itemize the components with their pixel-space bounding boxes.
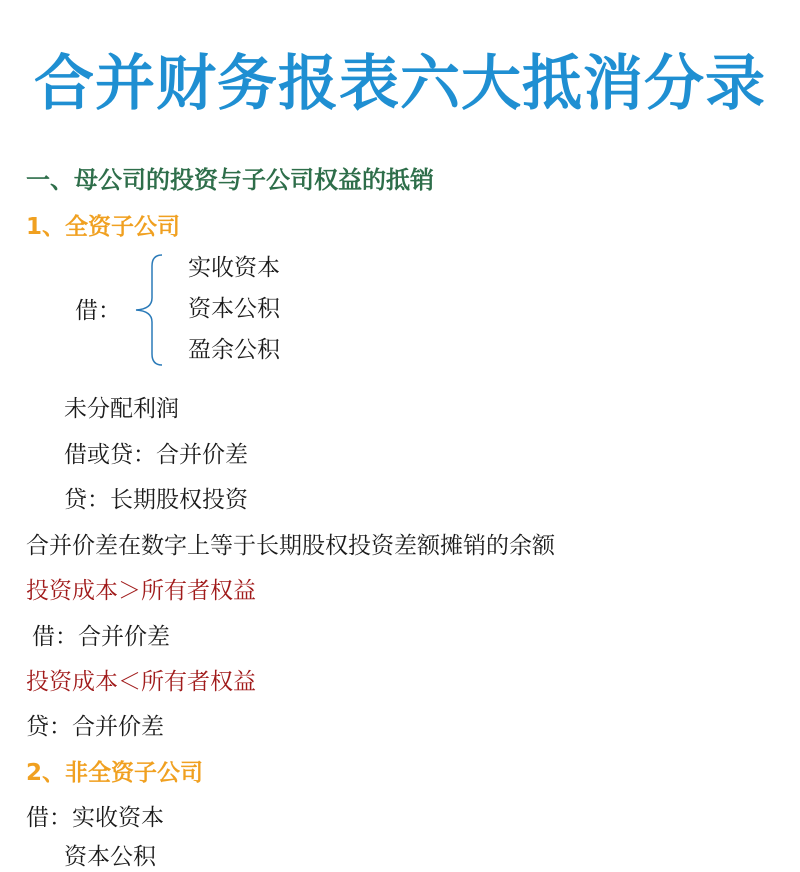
explanation-text: 合并价差在数字上等于长期股权投资差额摊销的余额 — [26, 533, 555, 559]
case-greater-entry: 借：合并价差 — [32, 624, 170, 650]
curly-brace-icon — [128, 252, 168, 368]
entry-capital-reserve-partial: 资本公积 — [64, 844, 156, 870]
entry-undistributed-profit: 未分配利润 — [64, 396, 179, 422]
sub-heading-2: 2、非全资子公司 — [26, 760, 204, 786]
entry-debit-or-credit: 借或贷：合并价差 — [64, 442, 248, 468]
entry-debit-paid-in-capital: 借：实收资本 — [26, 805, 164, 831]
case-cost-less: 投资成本＜所有者权益 — [26, 669, 256, 695]
debit-label: 借： — [75, 298, 121, 324]
section-heading: 一、母公司的投资与子公司权益的抵销 — [26, 166, 434, 194]
sub-heading-1: 1、全资子公司 — [26, 214, 181, 240]
case-less-entry: 贷：合并价差 — [26, 714, 164, 740]
case-cost-greater: 投资成本＞所有者权益 — [26, 578, 256, 604]
debit-item-paid-in-capital: 实收资本 — [188, 255, 280, 281]
page-title: 合并财务报表六大抵消分录 — [34, 49, 766, 119]
entry-credit-lt-investment: 贷：长期股权投资 — [64, 487, 248, 513]
debit-item-capital-reserve: 资本公积 — [188, 296, 280, 322]
debit-item-surplus-reserve: 盈余公积 — [188, 337, 280, 363]
